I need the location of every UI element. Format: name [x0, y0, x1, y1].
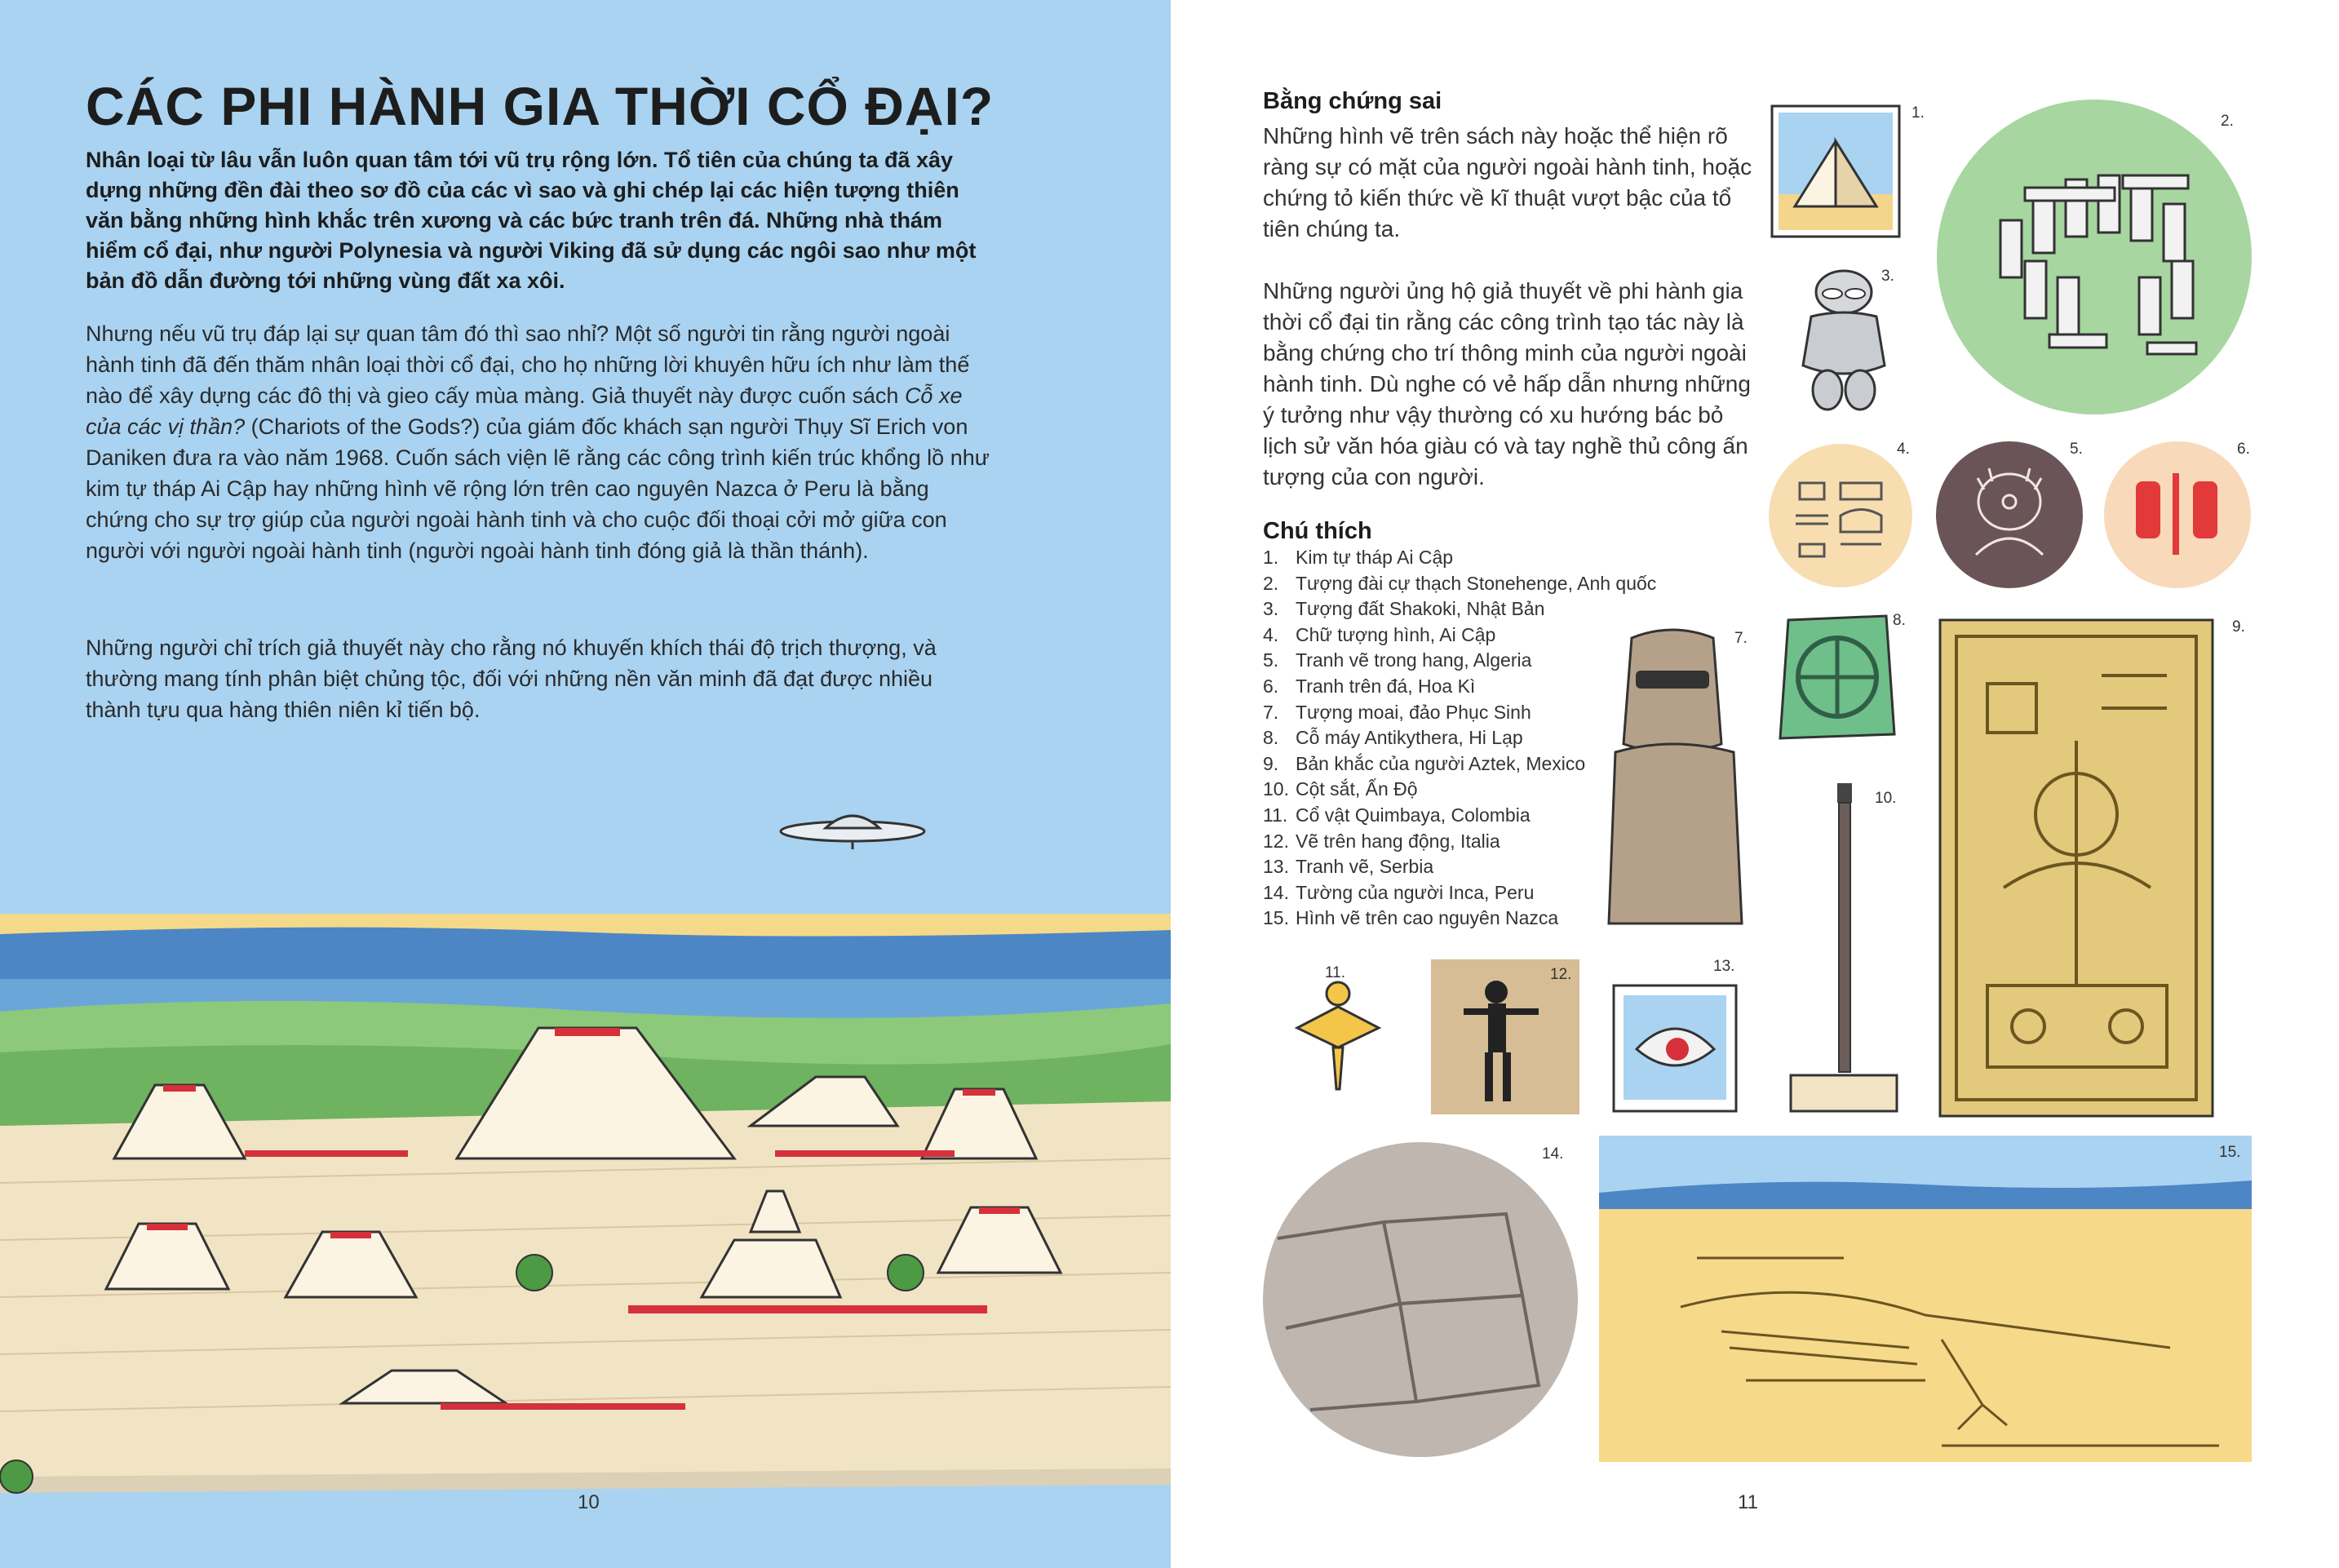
intro-paragraph: Nhân loại từ lâu vẫn luôn quan tâm tới vũ trụ rộng lớn. Tổ tiên của chúng ta đã xây dựng những đền đài theo sơ đồ của các vì sao và ghi chép lại các hiện tượng thiên văn bằng những hình khắc trên xương và các bức tranh trên đá. Những nhà thám hiểm cổ đại, như người Polynesia và người Viking đã sử dụng các ngôi sao như một bản đồ dẫn đường tới những vùng đất xa xôi.	[86, 148, 977, 293]
cave-painting-algeria-illustration	[1935, 441, 2084, 589]
ufo-icon	[775, 804, 930, 853]
figure-label-10: 10.	[1875, 790, 1897, 807]
figure-label-6: 6.	[2237, 441, 2250, 458]
right-paragraph-1: Những hình vẽ trên sách này hoặc thể hiện rõ ràng sự có mặt của người ngoài hành tinh, hoặc chứng tỏ kiến thức về kĩ thuật vượt bậc của tổ tiên chúng ta.	[1263, 123, 1752, 241]
legend-item: 6. Tranh trên đá, Hoa Kì	[1263, 675, 1476, 697]
legend-item: 5. Tranh vẽ trong hang, Algeria	[1263, 649, 1532, 671]
antikythera-mechanism-illustration	[1772, 612, 1901, 742]
page-title: CÁC PHI HÀNH GIA THỜI CỔ ĐẠI?	[86, 76, 995, 136]
figure-label-7: 7.	[1734, 630, 1748, 647]
legend-item: 15. Hình vẽ trên cao nguyên Nazca	[1263, 907, 1559, 929]
figure-label-9: 9.	[2232, 618, 2245, 636]
dogu-figurine-illustration	[1787, 268, 1901, 413]
legend-item: 13. Tranh vẽ, Serbia	[1263, 856, 1434, 878]
quimbaya-artifact-illustration	[1289, 979, 1387, 1093]
figure-label-3: 3.	[1881, 268, 1894, 285]
figure-label-15: 15.	[2219, 1144, 2241, 1161]
section-heading-legend: Chú thích	[1263, 518, 1372, 544]
figure-label-13: 13.	[1713, 958, 1735, 975]
legend-item: 2. Tượng đài cự thạch Stonehenge, Anh quốc	[1263, 572, 1657, 594]
figure-label-4: 4.	[1897, 441, 1910, 458]
legend-item: 3. Tượng đất Shakoki, Nhật Bản	[1263, 598, 1545, 620]
inca-wall-illustration	[1261, 1141, 1579, 1459]
body-paragraph-2: Nhưng nếu vũ trụ đáp lại sự quan tâm đó thì sao nhỉ? Một số người tin rằng người ngoài hành tinh đã đến thăm nhân loại thời cổ đại, cho họ những lời khuyên hữu ích như làm thế nào để xây dựng các đô thị và gieo cấy mùa màng. Giả thuyết này được cuốn sách Cỗ xe của các vị thần? (Chariots of the Gods?) của giám đốc khách sạn người Thụy Sĩ Erich von Daniken đưa ra vào năm 1968. Cuốn sách viện lẽ rằng các công trình kiến trúc khổng lồ như kim tự tháp Ai Cập hay những hình vẽ rộng lớn trên cao nguyên Nazca ở Peru là bằng chứng cho sự trợ giúp của người ngoài hành tinh và cho cuộc đối thoại cởi mở giữa con người với người ngoài hành tinh (người ngoài hành tinh đóng giả là thần thánh).	[86, 321, 990, 563]
moai-statue-illustration	[1599, 622, 1750, 932]
rock-art-usa-illustration	[2103, 441, 2252, 589]
legend-item: 10. Cột sắt, Ấn Độ	[1263, 778, 1418, 800]
legend-item: 9. Bản khắc của người Aztek, Mexico	[1263, 752, 1586, 774]
figure-label-1: 1.	[1912, 104, 1925, 122]
iron-pillar-illustration	[1787, 782, 1901, 1116]
figure-label-11: 11.	[1325, 964, 1346, 981]
figure-label-14: 14.	[1542, 1145, 1564, 1163]
painting-serbia-illustration	[1612, 984, 1738, 1113]
legend-item: 8. Cỗ máy Antikythera, Hi Lạp	[1263, 727, 1523, 749]
legend-item: 14. Tường của người Inca, Peru	[1263, 881, 1535, 903]
ancient-city-illustration	[0, 914, 1171, 1568]
legend-list	[1263, 545, 1657, 932]
figure-label-12: 12.	[1550, 966, 1572, 983]
legend-item: 7. Tượng moai, đảo Phục Sinh	[1263, 701, 1531, 723]
nazca-lines-illustration	[1599, 1136, 2252, 1462]
legend-item: 12. Vẽ trên hang động, Italia	[1263, 830, 1500, 852]
aztec-carving-illustration	[1938, 618, 2214, 1118]
figure-label-5: 5.	[2070, 441, 2083, 458]
right-paragraph-2: Những người ủng hộ giả thuyết về phi hành gia thời cổ đại tin rằng các công trình tạo tác này là bằng chứng cho trí thông minh của người ngoài hành tinh. Dù nghe có vẻ hấp dẫn nhưng những ý tưởng như vậy thường có xu hướng bác bỏ lịch sử văn hóa giàu có và tay nghề thủ công ấn tượng của con người.	[1263, 278, 1751, 489]
body-paragraph-3: Những người chỉ trích giả thuyết này cho rằng nó khuyến khích thái độ trịch thượng, và thường mang tính phân biệt chủng tộc, đối với những nền văn minh đã đạt được nhiều thành tựu qua hàng thiên niên kỉ tiến bộ.	[86, 636, 937, 722]
legend-item: 1. Kim tự tháp Ai Cập	[1263, 547, 1454, 568]
hieroglyph-illustration	[1767, 442, 1914, 589]
legend-item: 4. Chữ tượng hình, Ai Cập	[1263, 623, 1496, 645]
stonehenge-illustration	[1935, 98, 2253, 416]
page-number-left: 10	[578, 1491, 600, 1513]
page-number-right: 11	[1738, 1491, 1758, 1513]
figure-label-8: 8.	[1893, 612, 1906, 629]
pyramid-illustration	[1770, 104, 1901, 238]
figure-label-2: 2.	[2221, 113, 2234, 130]
legend-item: 11. Cổ vật Quimbaya, Colombia	[1263, 804, 1531, 826]
section-heading-false-evidence: Bằng chứng sai	[1263, 88, 1442, 114]
